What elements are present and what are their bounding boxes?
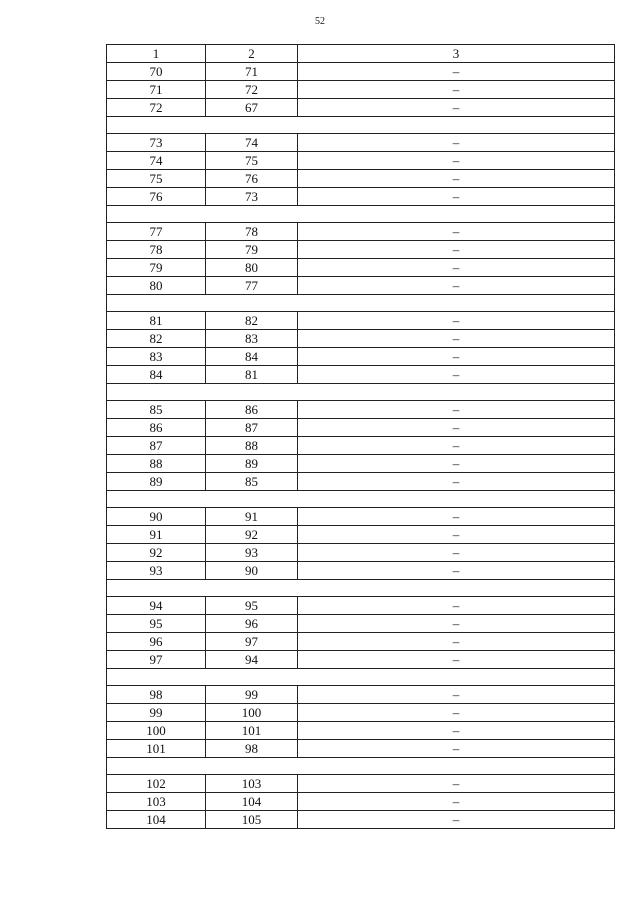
table-row — [107, 793, 615, 811]
cell-col-2: 97 — [206, 633, 298, 651]
page-number: 52 — [315, 16, 325, 27]
cell-col-1: 87 — [107, 437, 206, 455]
table-row — [107, 241, 615, 259]
group-separator-row — [107, 580, 615, 597]
cell-col-3: – — [298, 615, 615, 633]
cell-col-2: 88 — [206, 437, 298, 455]
table-row — [107, 473, 615, 491]
cell-col-3: – — [298, 419, 615, 437]
table-row — [107, 99, 615, 117]
cell-col-2: 92 — [206, 526, 298, 544]
cell-col-1: 79 — [107, 259, 206, 277]
table-row — [107, 312, 615, 330]
cell-col-1: 83 — [107, 348, 206, 366]
separator-cell — [107, 117, 615, 134]
table-row — [107, 775, 615, 793]
cell-col-1: 81 — [107, 312, 206, 330]
cell-col-3: – — [298, 366, 615, 384]
cell-col-1: 103 — [107, 793, 206, 811]
cell-col-2: 81 — [206, 366, 298, 384]
cell-col-1: 76 — [107, 188, 206, 206]
table-row — [107, 170, 615, 188]
cell-col-3: – — [298, 793, 615, 811]
cell-col-1: 85 — [107, 401, 206, 419]
cell-col-3: – — [298, 508, 615, 526]
cell-col-3: – — [298, 259, 615, 277]
cell-col-3: – — [298, 241, 615, 259]
cell-col-1: 93 — [107, 562, 206, 580]
data-table — [106, 44, 615, 829]
table-row — [107, 401, 615, 419]
cell-col-3: – — [298, 437, 615, 455]
cell-col-1: 71 — [107, 81, 206, 99]
cell-col-1: 86 — [107, 419, 206, 437]
cell-col-2: 89 — [206, 455, 298, 473]
table-row — [107, 722, 615, 740]
cell-col-1: 101 — [107, 740, 206, 758]
table-row — [107, 152, 615, 170]
table-row — [107, 811, 615, 829]
separator-cell — [107, 669, 615, 686]
cell-col-1: 104 — [107, 811, 206, 829]
cell-col-1: 77 — [107, 223, 206, 241]
cell-col-2: 72 — [206, 81, 298, 99]
cell-col-3: – — [298, 544, 615, 562]
cell-col-2: 82 — [206, 312, 298, 330]
cell-col-2: 101 — [206, 722, 298, 740]
cell-col-1: 96 — [107, 633, 206, 651]
separator-cell — [107, 295, 615, 312]
cell-col-2: 80 — [206, 259, 298, 277]
table-row — [107, 223, 615, 241]
header-col-2: 2 — [206, 45, 298, 63]
cell-col-1: 91 — [107, 526, 206, 544]
table-row — [107, 562, 615, 580]
group-separator-row — [107, 491, 615, 508]
table-row — [107, 259, 615, 277]
cell-col-3: – — [298, 99, 615, 117]
cell-col-2: 78 — [206, 223, 298, 241]
group-separator-row — [107, 295, 615, 312]
table-body — [107, 63, 615, 829]
cell-col-1: 99 — [107, 704, 206, 722]
table-row — [107, 740, 615, 758]
cell-col-3: – — [298, 686, 615, 704]
cell-col-1: 80 — [107, 277, 206, 295]
cell-col-1: 74 — [107, 152, 206, 170]
table-row — [107, 134, 615, 152]
table-row — [107, 686, 615, 704]
cell-col-3: – — [298, 312, 615, 330]
cell-col-2: 94 — [206, 651, 298, 669]
table-row — [107, 419, 615, 437]
cell-col-3: – — [298, 562, 615, 580]
cell-col-3: – — [298, 597, 615, 615]
separator-cell — [107, 206, 615, 223]
cell-col-2: 74 — [206, 134, 298, 152]
cell-col-3: – — [298, 401, 615, 419]
cell-col-2: 98 — [206, 740, 298, 758]
cell-col-3: – — [298, 740, 615, 758]
group-separator-row — [107, 117, 615, 134]
group-separator-row — [107, 384, 615, 401]
table-row — [107, 615, 615, 633]
table-row — [107, 455, 615, 473]
header-col-3: 3 — [298, 45, 615, 63]
cell-col-3: – — [298, 526, 615, 544]
cell-col-1: 72 — [107, 99, 206, 117]
cell-col-1: 84 — [107, 366, 206, 384]
group-separator-row — [107, 758, 615, 775]
cell-col-1: 78 — [107, 241, 206, 259]
cell-col-1: 98 — [107, 686, 206, 704]
cell-col-3: – — [298, 277, 615, 295]
cell-col-2: 75 — [206, 152, 298, 170]
table-row — [107, 277, 615, 295]
table-row — [107, 330, 615, 348]
cell-col-3: – — [298, 348, 615, 366]
cell-col-1: 73 — [107, 134, 206, 152]
cell-col-3: – — [298, 134, 615, 152]
cell-col-2: 93 — [206, 544, 298, 562]
cell-col-3: – — [298, 651, 615, 669]
cell-col-2: 96 — [206, 615, 298, 633]
cell-col-1: 89 — [107, 473, 206, 491]
table-row — [107, 704, 615, 722]
cell-col-3: – — [298, 63, 615, 81]
cell-col-3: – — [298, 704, 615, 722]
cell-col-3: – — [298, 223, 615, 241]
cell-col-3: – — [298, 775, 615, 793]
cell-col-2: 90 — [206, 562, 298, 580]
table-row — [107, 188, 615, 206]
cell-col-3: – — [298, 473, 615, 491]
cell-col-2: 83 — [206, 330, 298, 348]
cell-col-2: 100 — [206, 704, 298, 722]
cell-col-1: 90 — [107, 508, 206, 526]
cell-col-1: 97 — [107, 651, 206, 669]
table-row — [107, 526, 615, 544]
separator-cell — [107, 580, 615, 597]
cell-col-3: – — [298, 330, 615, 348]
cell-col-1: 102 — [107, 775, 206, 793]
table-row — [107, 366, 615, 384]
cell-col-3: – — [298, 633, 615, 651]
group-separator-row — [107, 669, 615, 686]
table-row — [107, 597, 615, 615]
cell-col-2: 105 — [206, 811, 298, 829]
cell-col-1: 100 — [107, 722, 206, 740]
cell-col-1: 94 — [107, 597, 206, 615]
cell-col-2: 95 — [206, 597, 298, 615]
group-separator-row — [107, 206, 615, 223]
cell-col-2: 104 — [206, 793, 298, 811]
cell-col-1: 95 — [107, 615, 206, 633]
cell-col-2: 67 — [206, 99, 298, 117]
table-row — [107, 544, 615, 562]
header-row — [107, 45, 615, 63]
cell-col-1: 92 — [107, 544, 206, 562]
cell-col-2: 77 — [206, 277, 298, 295]
table-row — [107, 651, 615, 669]
table-row — [107, 437, 615, 455]
table-row — [107, 63, 615, 81]
table-row — [107, 348, 615, 366]
cell-col-2: 73 — [206, 188, 298, 206]
cell-col-2: 103 — [206, 775, 298, 793]
cell-col-2: 76 — [206, 170, 298, 188]
cell-col-1: 75 — [107, 170, 206, 188]
table-row — [107, 81, 615, 99]
cell-col-1: 82 — [107, 330, 206, 348]
cell-col-2: 85 — [206, 473, 298, 491]
cell-col-2: 87 — [206, 419, 298, 437]
table-row — [107, 633, 615, 651]
cell-col-3: – — [298, 152, 615, 170]
cell-col-2: 91 — [206, 508, 298, 526]
cell-col-3: – — [298, 722, 615, 740]
cell-col-2: 71 — [206, 63, 298, 81]
separator-cell — [107, 491, 615, 508]
cell-col-2: 99 — [206, 686, 298, 704]
cell-col-1: 70 — [107, 63, 206, 81]
cell-col-3: – — [298, 188, 615, 206]
cell-col-1: 88 — [107, 455, 206, 473]
separator-cell — [107, 384, 615, 401]
cell-col-3: – — [298, 170, 615, 188]
table-row — [107, 508, 615, 526]
cell-col-2: 86 — [206, 401, 298, 419]
cell-col-3: – — [298, 455, 615, 473]
cell-col-2: 84 — [206, 348, 298, 366]
cell-col-2: 79 — [206, 241, 298, 259]
header-col-1: 1 — [107, 45, 206, 63]
cell-col-3: – — [298, 811, 615, 829]
cell-col-3: – — [298, 81, 615, 99]
separator-cell — [107, 758, 615, 775]
